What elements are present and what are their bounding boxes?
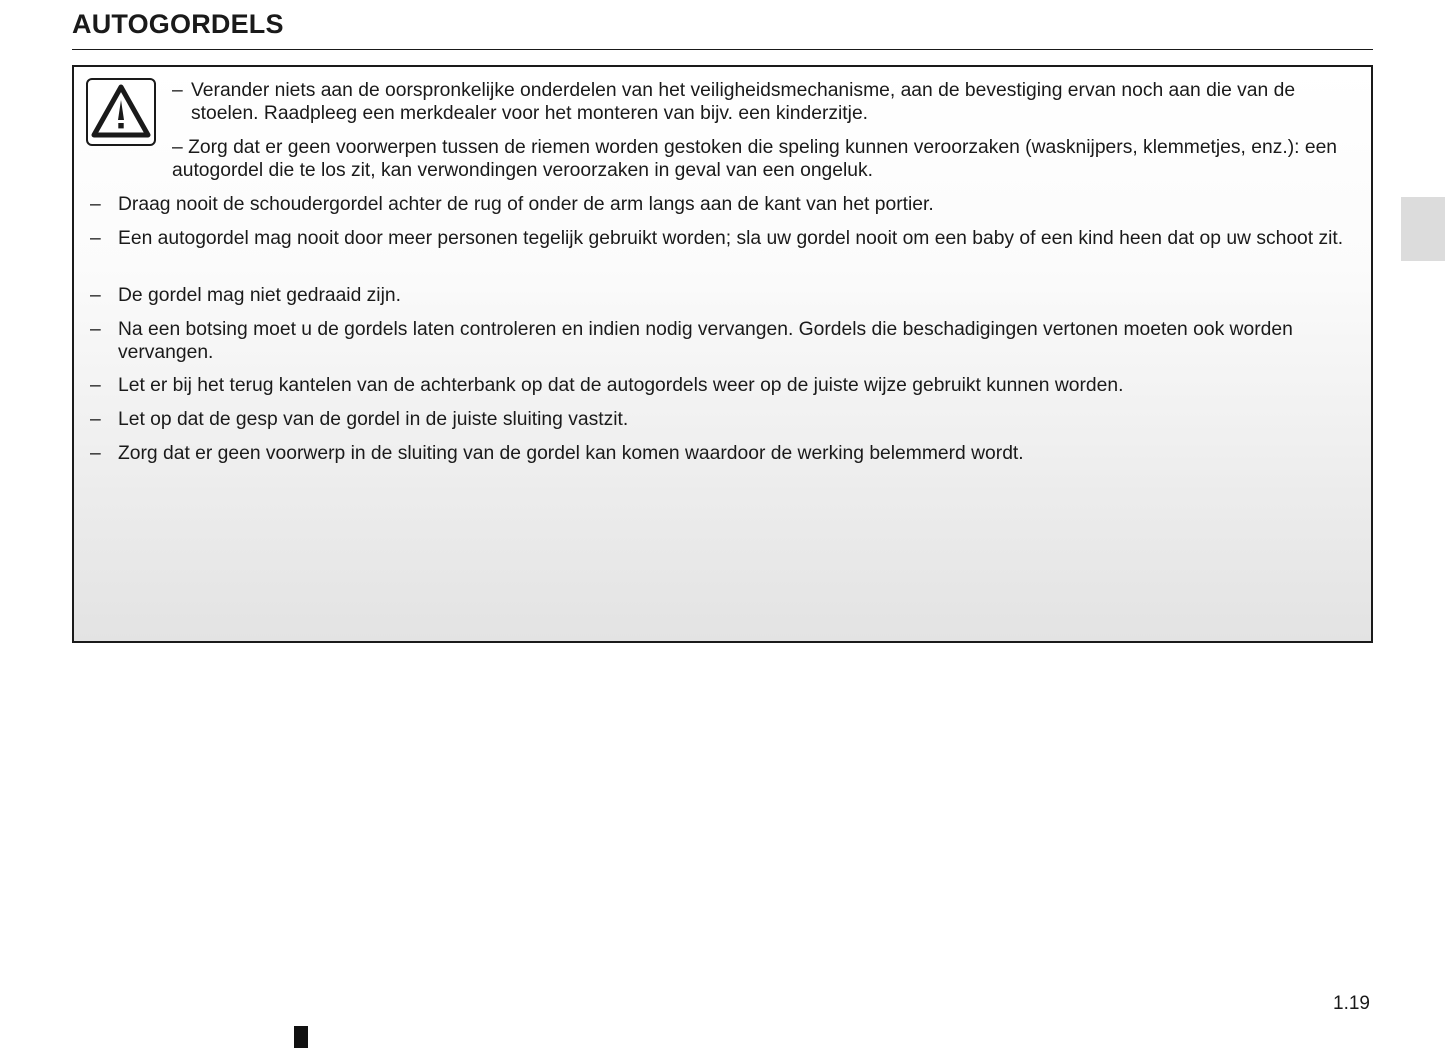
- item-text: Verander niets aan de oorspronkelijke onderdelen van het veiligheidsmechanisme, aan de bevestiging ervan noch aan die van de stoelen. Raadpleeg een merkdealer voor het monteren van bijv. een kinderzitje.: [191, 80, 1296, 124]
- item-dash: –: [90, 375, 101, 396]
- item-dash: –: [90, 443, 101, 464]
- item-text: Een autogordel mag nooit door meer personen tegelijk gebruikt worden; sla uw gordel nooit om een baby of een kind heen dat op uw schoot zit.: [118, 228, 1344, 249]
- page-number: 1.19: [1333, 993, 1370, 1014]
- warning-list-item: [90, 227, 1357, 250]
- item-dash: –: [90, 285, 101, 306]
- warning-intro-item: [172, 136, 1357, 182]
- warning-list-item: [90, 284, 1357, 307]
- item-text: Draag nooit de schoudergordel achter de rug of onder de arm langs aan de kant van het portier.: [118, 194, 934, 215]
- item-text: Na een botsing moet u de gordels laten controleren en indien nodig vervangen. Gordels die beschadigingen vertonen moeten ook worden vervangen.: [118, 319, 1293, 363]
- warning-triangle-icon: [86, 78, 156, 146]
- print-registration-mark: [294, 1026, 308, 1048]
- item-text: Zorg dat er geen voorwerp in de sluiting van de gordel kan komen waardoor de werking belemmerd wordt.: [118, 443, 1024, 464]
- item-dash: –: [90, 319, 101, 340]
- title-divider: [72, 49, 1373, 50]
- item-dash: –: [90, 409, 101, 430]
- item-dash: –: [90, 228, 101, 249]
- item-text: De gordel mag niet gedraaid zijn.: [118, 285, 401, 306]
- section-thumb-tab: [1401, 197, 1445, 261]
- warning-list-item: [90, 442, 1357, 465]
- warning-box: [72, 65, 1373, 643]
- item-text: Let op dat de gesp van de gordel in de juiste sluiting vastzit.: [118, 409, 629, 430]
- warning-intro-item: [172, 79, 1357, 125]
- warning-list-item: [90, 408, 1357, 431]
- item-dash: –: [172, 80, 183, 101]
- page-title: AUTOGORDELS: [72, 9, 284, 39]
- warning-list-item: [90, 374, 1357, 397]
- item-text: – Zorg dat er geen voorwerpen tussen de riemen worden gestoken die speling kunnen veroorzaken (wasknijpers, klemmetjes, enz.): een autogordel die te los zit, kan verwondingen veroorzaken in geval van een ongeluk.: [172, 137, 1338, 181]
- item-dash: –: [90, 194, 101, 215]
- warning-list-item: [90, 318, 1357, 364]
- warning-list-item: [90, 193, 1357, 216]
- item-text: Let er bij het terug kantelen van de achterbank op dat de autogordels weer op de juiste wijze gebruikt kunnen worden.: [118, 375, 1124, 396]
